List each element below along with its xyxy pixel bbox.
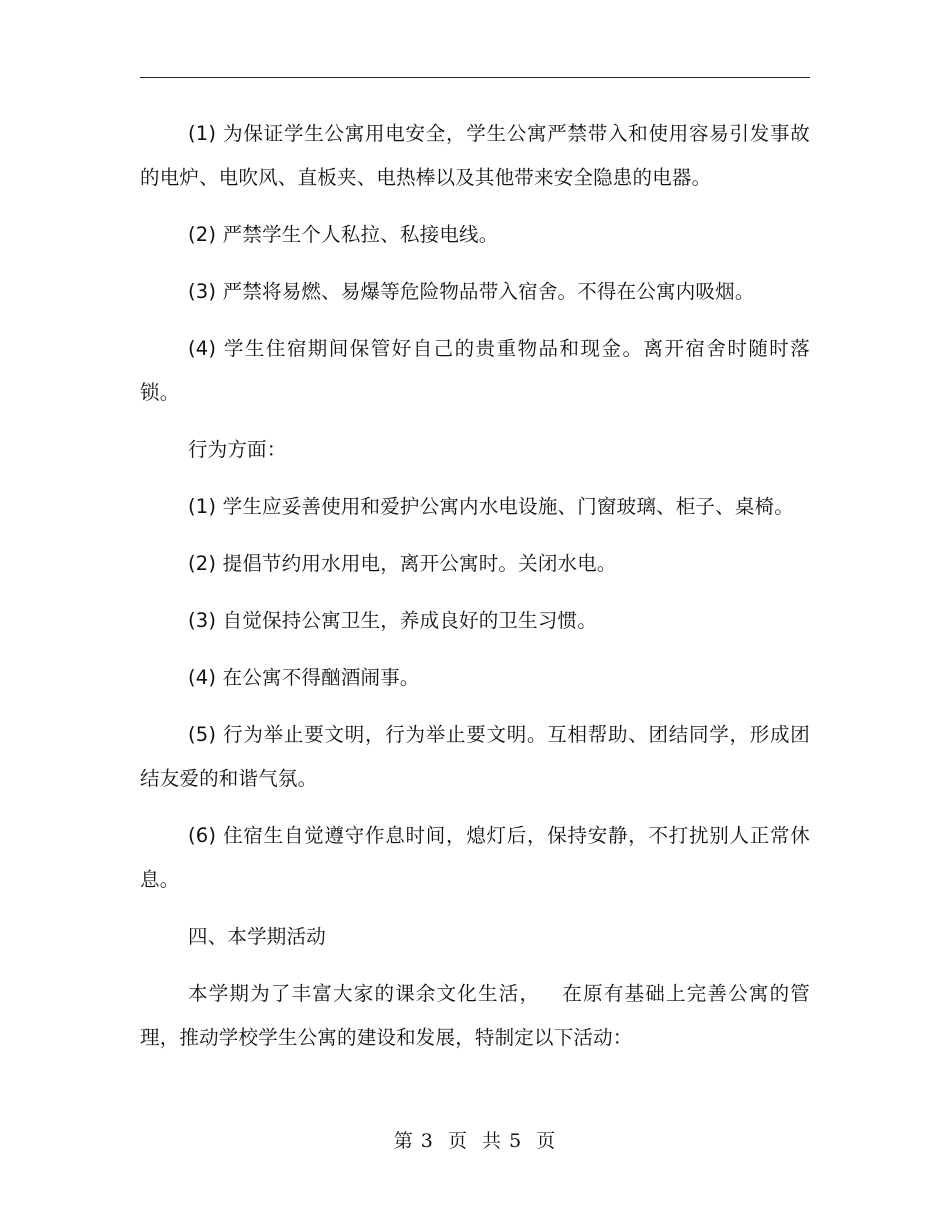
- document-body: [140, 112, 810, 1073]
- paragraph-no-hazardous-items: (3) 严禁将易燃、易爆等危险物品带入宿舍。不得在公寓内吸烟。: [188, 280, 755, 303]
- paragraph-no-private-wiring: (2) 严禁学生个人私拉、私接电线。: [188, 223, 499, 246]
- section-heading-behavior: 行为方面：: [188, 438, 287, 461]
- page-number-footer: 第 3 页 共 5 页: [393, 1130, 557, 1152]
- paragraph-activities-intro: 本学期为了丰富大家的课余文化生活， 在原有基础上完善公寓的管理，推动学校学生公寓的建设和发展，特制定以下活动：: [140, 982, 810, 1049]
- paragraph-valuables-locking: (4) 学生住宿期间保管好自己的贵重物品和现金。离开宿舍时随时落锁。: [140, 337, 810, 404]
- paragraph-quiet-hours: (6) 住宿生自觉遵守作息时间，熄灯后，保持安静，不打扰别人正常休息。: [140, 824, 810, 891]
- section-heading-activities: 四、本学期活动: [188, 925, 326, 948]
- paragraph-protect-facilities: (1) 学生应妥善使用和爱护公寓内水电设施、门窗玻璃、柜子、桌椅。: [188, 495, 794, 518]
- paragraph-no-drinking: (4) 在公寓不得酗酒闹事。: [188, 666, 420, 689]
- paragraph-civil-behavior: (5) 行为举止要文明，行为举止要文明。互相帮助、团结同学，形成团结友爱的和谐气氛。: [140, 723, 810, 790]
- header-rule: [140, 77, 810, 78]
- paragraph-hygiene: (3) 自觉保持公寓卫生，养成良好的卫生习惯。: [188, 609, 597, 632]
- paragraph-electrical-safety: (1) 为保证学生公寓用电安全，学生公寓严禁带入和使用容易引发事故的电炉、电吹风、直板夹、电热棒以及其他带来安全隐患的电器。: [140, 122, 810, 189]
- paragraph-save-utilities: (2) 提倡节约用水用电，离开公寓时。关闭水电。: [188, 552, 617, 575]
